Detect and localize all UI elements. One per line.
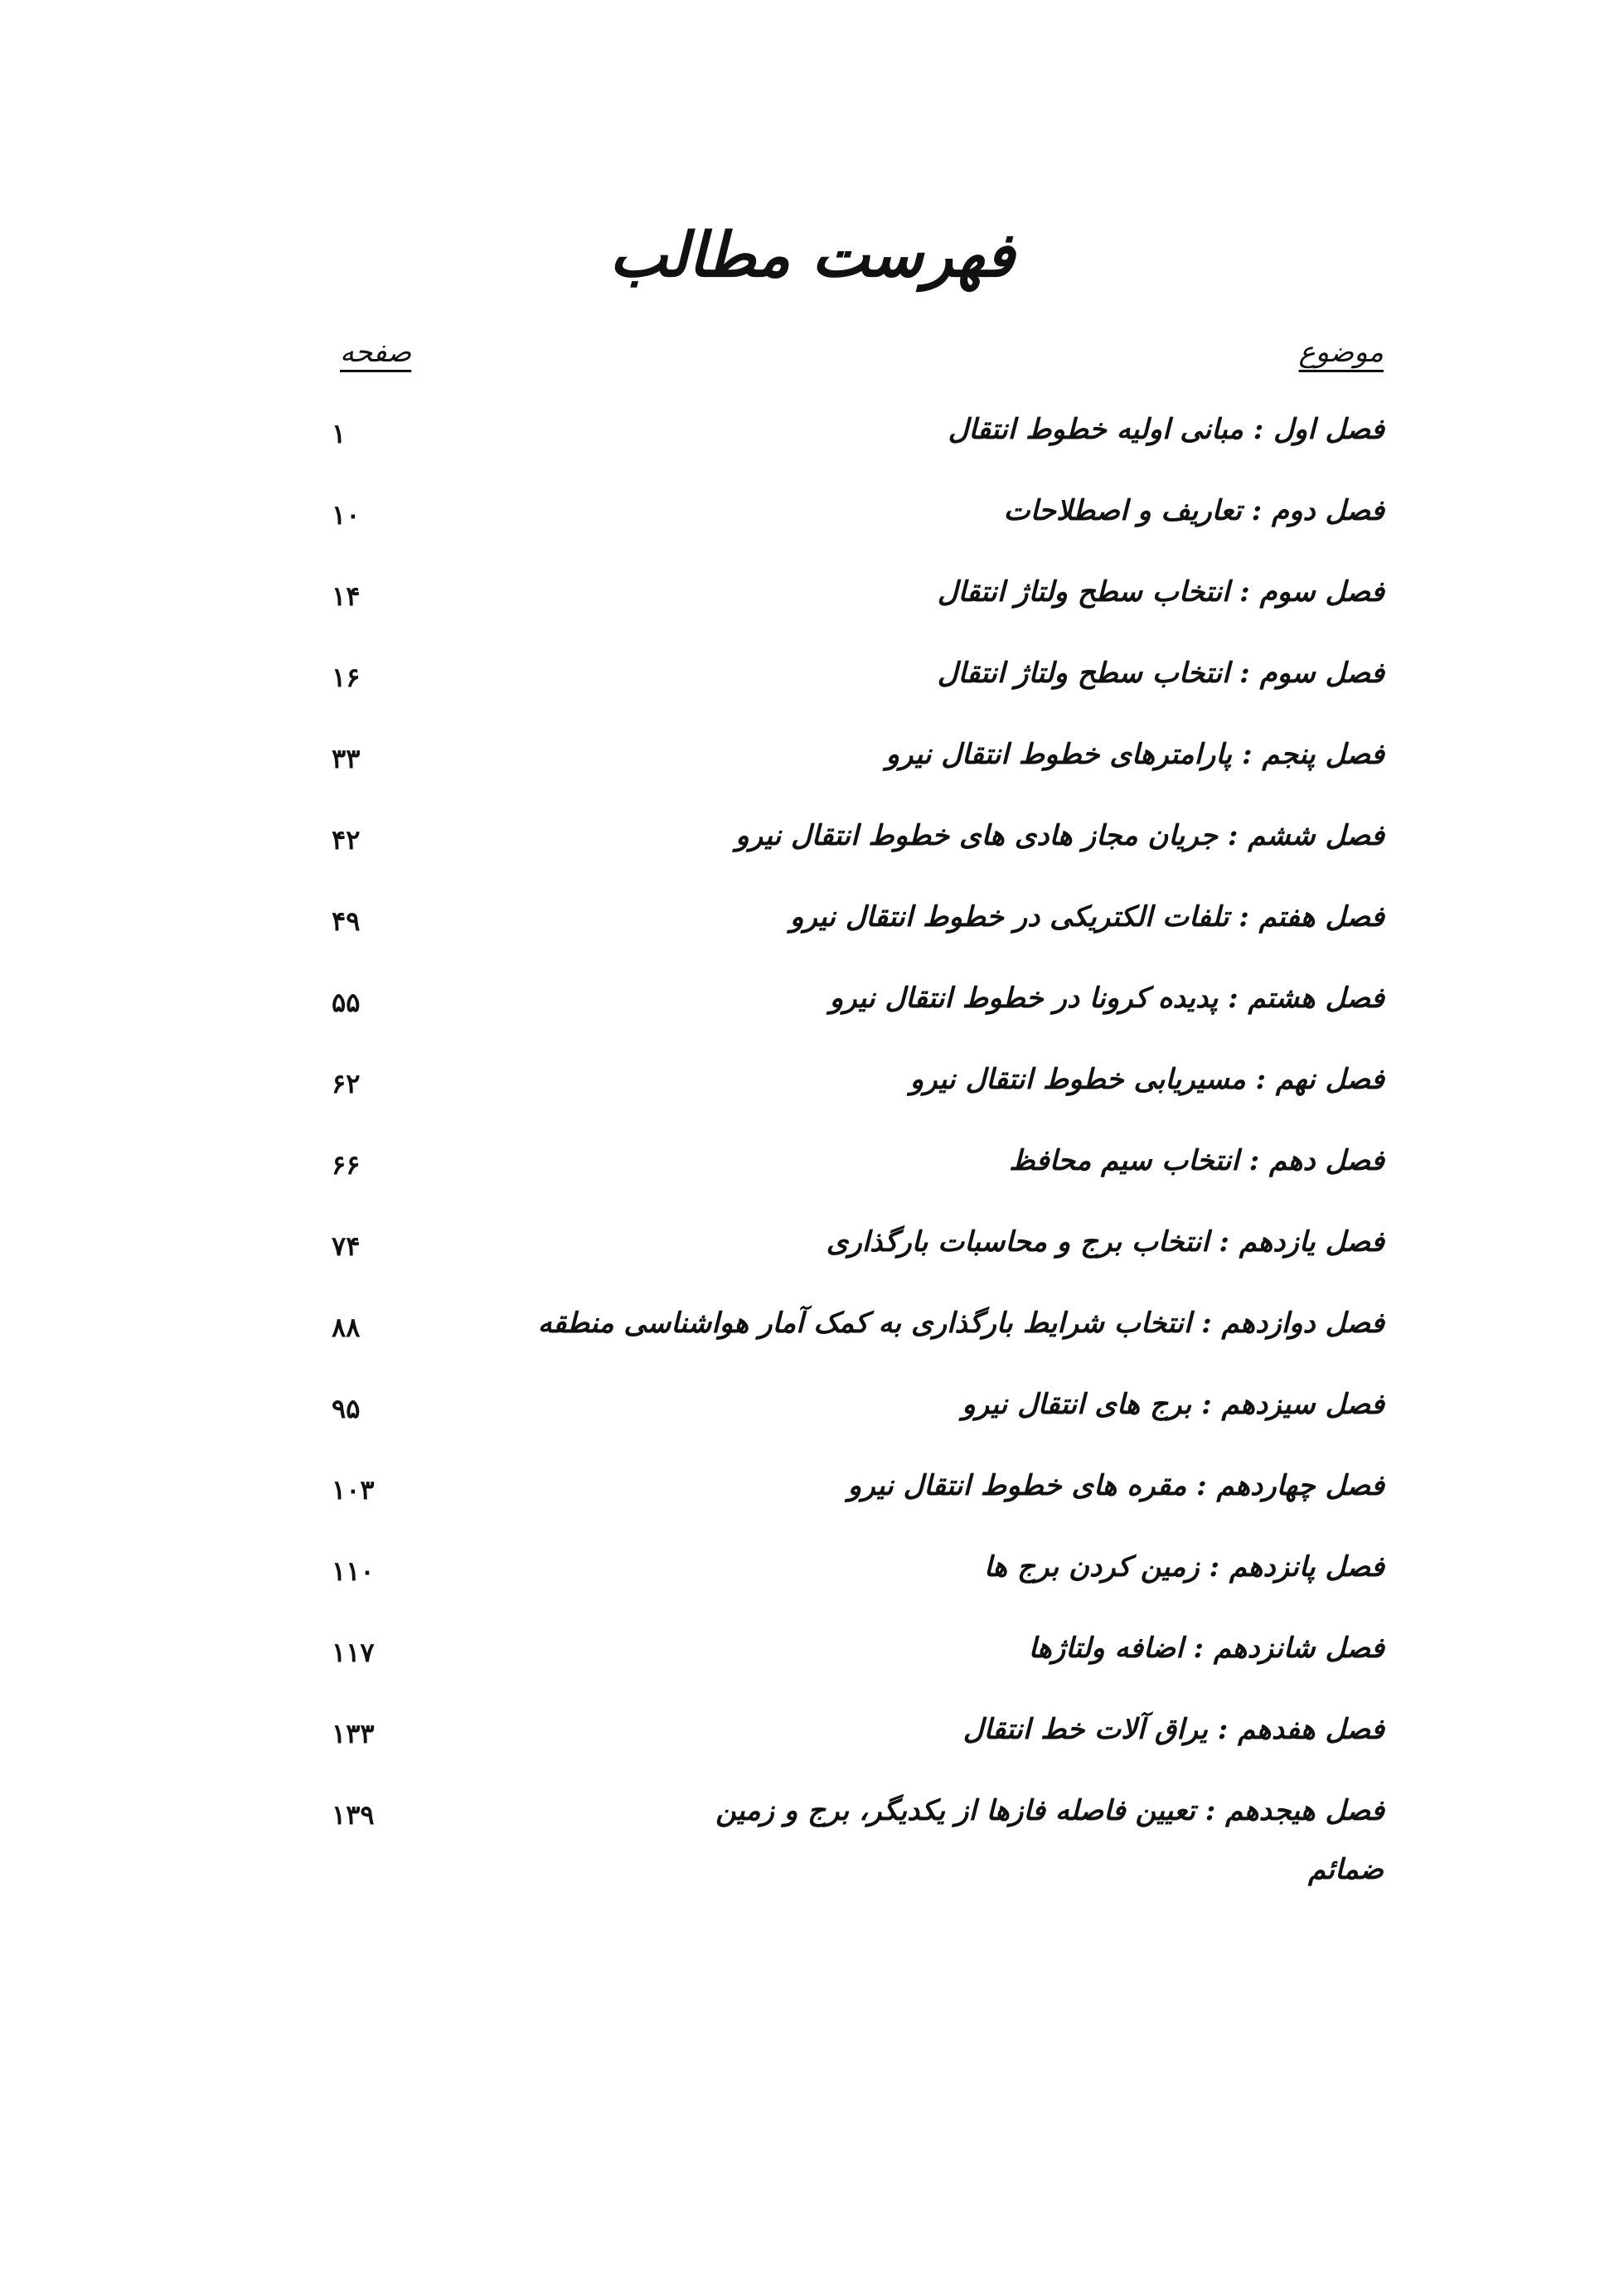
toc-entry-page: ۱۰۳ (332, 1474, 375, 1506)
toc-entry (332, 982, 1384, 1063)
toc-entry-page: ۶۶ (332, 1149, 361, 1181)
toc-entry-title: فصل سوم : انتخاب سطح ولتاژ انتقال (937, 657, 1384, 690)
toc-entry (332, 900, 1384, 982)
toc-entry-page: ۱۰ (332, 499, 361, 531)
toc-entry (332, 494, 1384, 575)
toc-entry (332, 738, 1384, 819)
table-of-contents (332, 413, 1384, 1875)
toc-entry-title: فصل پانزدهم : زمین کردن برج ها (983, 1550, 1384, 1584)
toc-entry-title: فصل دهم : انتخاب سیم محافظ (1009, 1144, 1384, 1177)
toc-entry-title: فصل هفدهم : یراق آلات خط انتقال (962, 1713, 1384, 1746)
toc-entry-title: فصل هشتم : پدیده کرونا در خطوط انتقال نیرو (829, 982, 1384, 1015)
toc-entry-title: فصل هفتم : تلفات الکتریکی در خطوط انتقال نیرو (789, 900, 1384, 934)
appendix-label: ضمائم (1308, 1853, 1384, 1886)
toc-entry-page: ۱ (332, 418, 347, 449)
toc-entry-page: ۴۲ (332, 824, 361, 856)
toc-entry-title: فصل شانزدهم : اضافه ولتاژها (1028, 1632, 1384, 1665)
toc-entry-page: ۸۸ (332, 1312, 361, 1343)
toc-entry-page: ۱۱۰ (332, 1555, 375, 1587)
toc-entry-title: فصل دوازدهم : انتخاب شرایط بارگذاری به کمک آمار هواشناسی منطقه (537, 1307, 1384, 1340)
toc-entry-page: ۵۵ (332, 987, 361, 1018)
toc-entry (332, 1388, 1384, 1469)
toc-entry-page: ۱۶ (332, 662, 361, 693)
toc-entry-title: فصل نهم : مسیریابی خطوط انتقال نیرو (909, 1063, 1384, 1096)
topic-column-header: موضوع (1298, 336, 1384, 369)
toc-entry (332, 1063, 1384, 1144)
toc-entry-page: ۹۵ (332, 1393, 361, 1424)
toc-entry (332, 1550, 1384, 1632)
toc-entry-page: ۱۳۹ (332, 1799, 375, 1831)
toc-entry (332, 575, 1384, 657)
toc-entry-title: فصل چهاردهم : مقره های خطوط انتقال نیرو (847, 1469, 1384, 1502)
toc-entry-page: ۱۴ (332, 580, 361, 612)
page-title: فهرست مطالب (609, 220, 1015, 291)
toc-entry-title: فصل اول : مبانی اولیه خطوط انتقال (948, 413, 1384, 446)
toc-entry-title: فصل سیزدهم : برج های انتقال نیرو (962, 1388, 1384, 1421)
toc-entry (332, 1713, 1384, 1794)
toc-entry-title: فصل یازدهم : انتخاب برج و محاسبات بارگذاری (826, 1225, 1384, 1259)
toc-entry-page: ۷۴ (332, 1230, 361, 1262)
toc-entry (332, 819, 1384, 900)
page-column-header: صفحه (340, 336, 412, 369)
toc-entry-title: فصل پنجم : پارامترهای خطوط انتقال نیرو (885, 738, 1384, 771)
toc-entry-page: ۱۱۷ (332, 1637, 375, 1668)
toc-entry-page: ۳۳ (332, 743, 361, 774)
toc-entry (332, 1307, 1384, 1388)
toc-entry (332, 1469, 1384, 1550)
toc-entry (332, 1632, 1384, 1713)
toc-entry-page: ۶۲ (332, 1068, 361, 1099)
toc-entry-title: فصل دوم : تعاریف و اصطلاحات (1003, 494, 1384, 527)
toc-entry-title: فصل ششم : جریان مجاز هادی های خطوط انتقال نیرو (735, 819, 1384, 852)
toc-entry-page: ۴۹ (332, 905, 361, 937)
toc-entry-title: فصل سوم : انتخاب سطح ولتاژ انتقال (937, 575, 1384, 609)
toc-entry (332, 1144, 1384, 1225)
toc-entry (332, 657, 1384, 738)
toc-entry (332, 413, 1384, 494)
toc-entry-title: فصل هیجدهم : تعیین فاصله فازها از یکدیگر، برج و زمین (715, 1794, 1384, 1827)
toc-entry (332, 1794, 1384, 1875)
toc-entry-page: ۱۳۳ (332, 1718, 375, 1749)
toc-entry (332, 1225, 1384, 1307)
